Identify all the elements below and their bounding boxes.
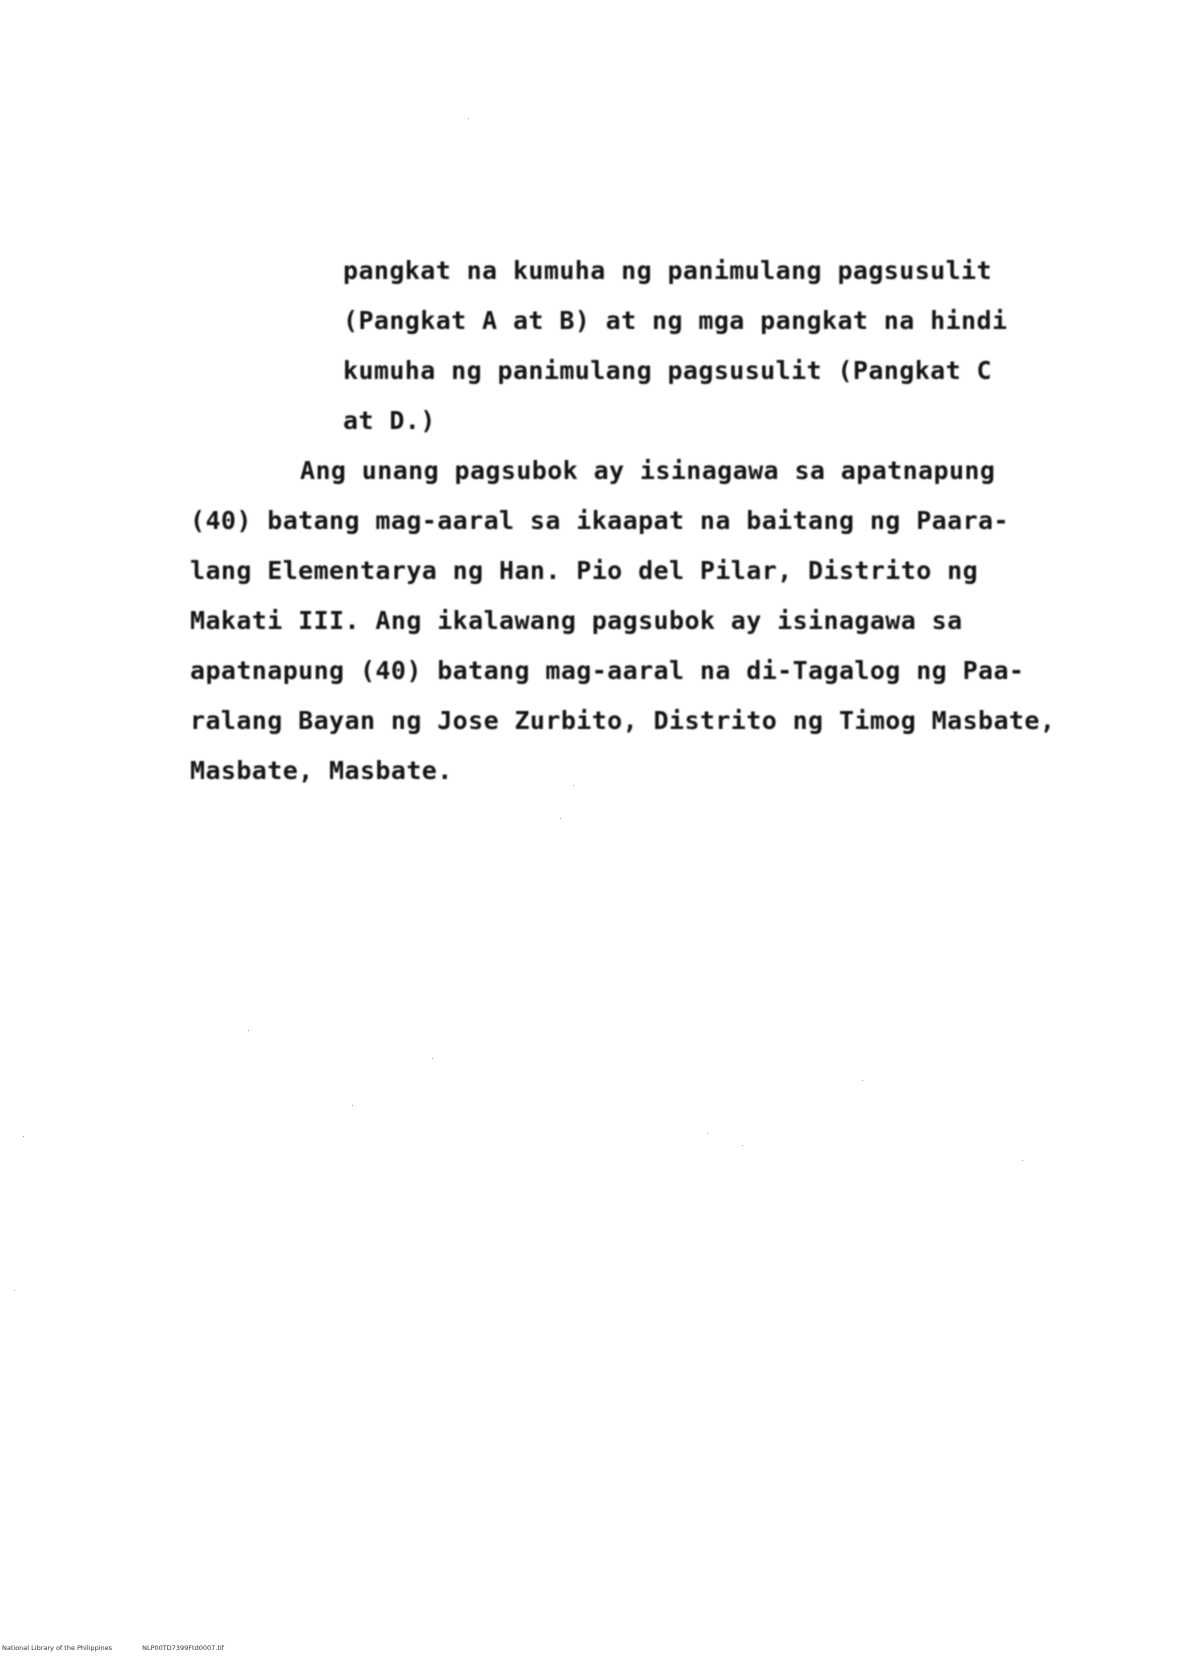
scan-speck xyxy=(248,1030,249,1031)
scan-speck xyxy=(23,1136,24,1137)
text-line: (40) batang mag-aaral sa ikaapat na baitang ng Paara- xyxy=(190,506,1009,535)
scan-speck xyxy=(862,1080,863,1081)
text-line: (Pangkat A at B) at ng mga pangkat na hindi xyxy=(343,306,1008,335)
body-paragraph xyxy=(190,446,1055,796)
text-line: pangkat na kumuha ng panimulang pagsusulit xyxy=(343,256,992,285)
text-line: apatnapung (40) batang mag-aaral na di-Tagalog ng Paa- xyxy=(190,656,1025,685)
scan-speck xyxy=(560,818,561,819)
scan-speck xyxy=(1022,1160,1023,1161)
scan-speck xyxy=(14,1290,15,1291)
scan-speck xyxy=(432,1058,433,1059)
scan-speck xyxy=(742,1145,743,1146)
text-line: kumuha ng panimulang pagsusulit (Pangkat C xyxy=(343,356,992,385)
scan-speck xyxy=(707,1133,708,1134)
scan-footer xyxy=(2,1644,252,1652)
footer-library: National Library of the Philippines xyxy=(2,1644,113,1652)
text-line: at D.) xyxy=(343,406,436,435)
scan-speck xyxy=(468,118,469,119)
text-line: lang Elementarya ng Han. Pio del Pilar, Distrito ng xyxy=(190,556,979,585)
scan-speck xyxy=(352,1105,353,1106)
footer-file: NLP00TD7399Ftd0007.tif xyxy=(142,1644,224,1652)
text-line: ralang Bayan ng Jose Zurbito, Distrito ng Timog Masbate, xyxy=(190,706,1056,735)
text-line: Ang unang pagsubok ay isinagawa sa apatnapung xyxy=(300,456,996,485)
continuation-text xyxy=(343,246,1007,446)
text-line: Makati III. Ang ikalawang pagsubok ay isinagawa sa xyxy=(190,606,963,635)
scan-speck xyxy=(573,785,574,786)
text-line: Masbate, Masbate. xyxy=(190,756,453,785)
